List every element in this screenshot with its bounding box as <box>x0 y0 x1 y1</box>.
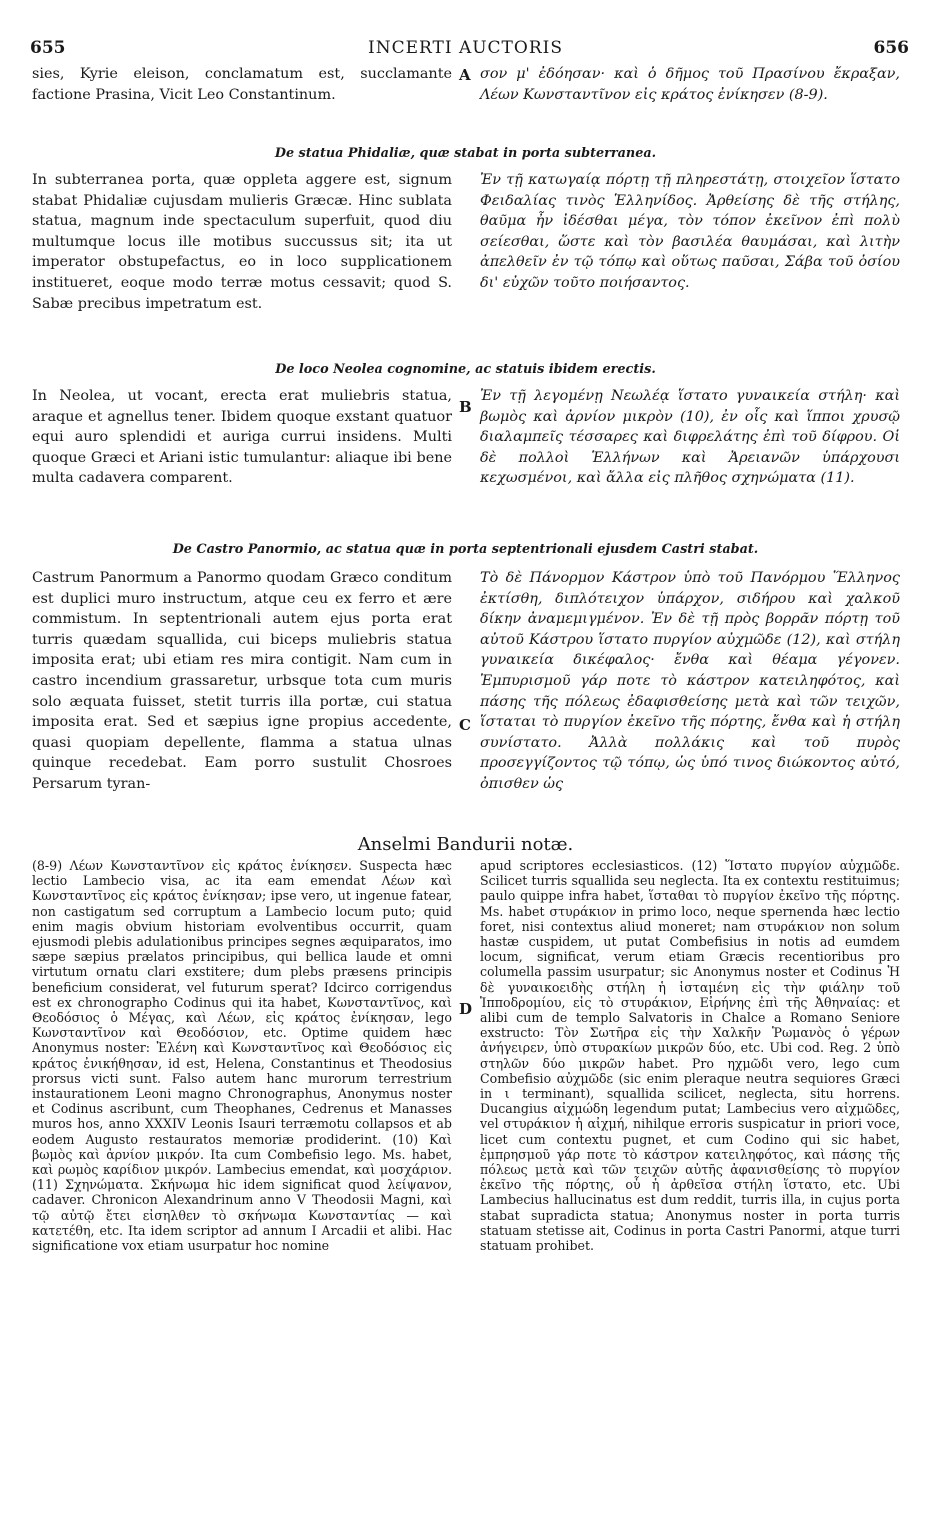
page-number-left: 655 <box>30 38 66 58</box>
section-phidalia-latin: In subterranea porta, quæ oppleta aggere est, signum stabat Phidaliæ cujusdam mulieris Græcæ. Hinc sublata statua, magnum inde spectaculum superfuit, quod diu multumque locus ille motibus succussus sit; ita ut imperator obstupefactus, eo in loco supplicationem institueret, eoque modo terræ motus cessavit; quod S. Sabæ precibus impetratum est. <box>32 172 452 312</box>
section-panormium-latin: Castrum Panormum a Panormo quodam Græco conditum est duplici muro instructum, atque ceu ex ferro et ære commistum. In septentrionali autem ejus porta erat turris quædam squallida, cui biceps muliebris statua imposita erat; ubi etiam res mira contigit. Nam cum in castro incendium grassaretur, urbsque tota cum muris solo æquata fuisset, stetit turris illa portæ, cui statua imposita erat. Sed et sæpius igne propius accedente, quasi quopiam depellente, flamma a statua ulnas quinque recedebat. Eam porro sustulit Chosroes Persarum tyran- <box>32 570 452 792</box>
section-neolea-greek: Ἐν τῇ λεγομένῃ Νεωλέᾳ ἵστατο γυναικεία στήλη· καὶ βωμὸς καὶ ἀρνίον μικρὸν (10), ἐν οἷς καὶ ἵπποι χρυσῷ διαλαμπεῖς τέσσαρες καὶ διφρελάτης ἐπὶ τοῦ δίφρου. Οἱ δὲ πολλοὶ Ἑλλήνων καὶ Ἀρειανῶν ὑπάρχουσι κεχωσμένοι, καὶ ἄλλα εἰς πλῆθος σχηνώματα (11). <box>480 388 900 487</box>
running-title: INCERTI AUCTORIS <box>367 38 563 58</box>
margin-marker-a: A <box>459 66 471 84</box>
section-phidalia-greek: Ἐν τῇ κατωγαίᾳ πόρτῃ τῇ πληρεστάτῃ, στοιχεῖον ἵστατο Φειδαλίας τινὸς Ἑλληνίδος. Ἀρθείσης δὲ τῆς στήλης, θαῦμα ἦν ἰδέσθαι μέγα, τὸν τόπον ἐκεῖνον ἐπὶ πολὺ σείεσθαι, ὥστε καὶ τὸν βασιλέα θαυμάσαι, καὶ λιτὴν ἀπελθεῖν ἐν τῷ τόπῳ καὶ οὕτως παῦσαι, Σάβα τοῦ ὁσίου δι' εὐχῶν τοῦτο ποιήσαντος. <box>480 172 900 291</box>
margin-marker-c: C <box>459 716 471 734</box>
section-panormium-greek: Τὸ δὲ Πάνορμον Κάστρον ὑπὸ τοῦ Πανόρμου Ἕλληνος ἐκτίσθη, διπλότειχον ὑπάρχον, σιδήρου καὶ χαλκοῦ δίκην ἀναμεμιγμένον. Ἐν δὲ τῇ πρὸς βορρᾶν πόρτῃ τοῦ αὐτοῦ Κάστρου ἵστατο πυργίον αὐχμῶδε (12), καὶ στήλη γυναικεία δικέφαλος· ἔνθα καὶ θέαμα γέγονεν. Ἐμπυρισμοῦ γάρ ποτε τὸ κάστρον κατειληφότος, καὶ πάσης τῆς πόλεως ἐδαφισθείσης μετὰ καὶ τῶν τειχῶν, ἵσταται τὸ πυργίον ἐκεῖνο τῆς πόρτης, ἔνθα καὶ ἡ στήλη συνίστατο. Ἀλλὰ πολλάκις καὶ τοῦ πυρὸς προσεγγίζοντος τῷ τόπῳ, ὡς ὑπό τινος διώκοντος αὐτό, ὀπισθεν ὡς <box>480 570 900 792</box>
notes-title: Anselmi Bandurii notæ. <box>357 834 574 855</box>
intro-latin: sies, Kyrie eleison, conclamatum est, succlamante factione Prasina, Vicit Leo Constantinum. <box>32 66 452 103</box>
section-heading-panormium: De Castro Panormio, ac statua quæ in porta septentrionali ejusdem Castri stabat. <box>172 542 759 557</box>
section-neolea-latin: In Neolea, ut vocant, erecta erat muliebris statua, araque et agnellus tener. Ibidem quoque exstant quatuor equi auro splendidi et auriga currui insidens. Multi quoque Græci et Ariani istic tumulantur: aliaque ibi bene multa cadavera comparent. <box>32 388 452 487</box>
section-heading-neolea: De loco Neolea cognomine, ac statuis ibidem erectis. <box>275 362 656 377</box>
margin-marker-b: B <box>459 398 472 416</box>
section-heading-phidalia: De statua Phidaliæ, quæ stabat in porta subterranea. <box>274 146 657 161</box>
notes-left-column: (8-9) Λέων Κωνσταντῖνον εἰς κράτος ἐνίκησεν. Suspecta hæc lectio Lambecio visa, ac ita eam emendat Λέων καὶ Κωνσταντῖνος εἰς κράτος ἐνίκησαν; ipse vero, ut ingenue fatear, non castigatum sed corruptum a Lambecio locum puto; quid enim magis obvium historiam evolventibus occurrit, quam ejusmodi plebis adulationibus principes segnes æquiparatos, imo sæpe sæpius prælatos principibus, qui bellica laude et omni virtutum ornatu clari exstitere; dum plebs præsens principis beneficium considerat, vel futurum sperat? Idcirco corrigendus est ex chronographo Codinus qui ita habet, Κωνσταντῖνος, καὶ Θεοδόσιος ὁ Μέγας, καὶ Λέων, εἰς κράτος ἐνίκησαν, lego Κωνσταντῖνον καὶ Θεοδόσιον, etc. Optime quidem hæc Anonymus noster: Ἑλένη καὶ Κωνσταντῖνος καὶ Θεοδόσιος εἰς κράτος ἐνικήθησαν, id est, Helena, Constantinus et Theodosius prorsus victi sunt. Falso autem hanc murorum terrestrium instaurationem Leoni magno Chronographus, Anonymus noster et Codinus ascribunt, cum Theophanes, Cedrenus et Manasses muros hos, anno XXXIV Leonis Isauri terræmotu collapsos et ab eodem Augusto restauratos memoriæ prodiderint. (10) Καὶ βωμὸς καὶ ἀρνίον μικρόν. Ita cum Combefisio lego. Ms. habet, καὶ ρωμὸς καρίδιον μικρόν. Lambecius emendat, καὶ μοσχάριον. (11) Σχηνώματα. Σκήνωμα hic idem significat quod λείψανον, cadaver. Chronicon Alexandrinum anno V Theodosii Magni, καὶ τῷ αὐτῷ ἔτει εἰσηλθεν τὸ σκήνωμα Κωνσταντίας — καὶ κατετέθη, etc. Ita idem scriptor ad annum I Arcadii et alibi. Hac significatione vox etiam usurpatur hoc nomine <box>32 858 452 1254</box>
margin-marker-d: D <box>459 1000 473 1018</box>
page-number-right: 656 <box>873 38 909 58</box>
intro-greek: σον μ' ἐδόησαν· καὶ ὁ δῆμος τοῦ Πρασίνου ἔκραξαν, Λέων Κωνσταντῖνον εἰς κράτος ἐνίκησεν (8-9). <box>480 66 900 103</box>
notes-right-column: apud scriptores ecclesiasticos. (12) Ἵστατο πυργίον αὐχμῶδε. Scilicet turris squallida seu neglecta. Ita ex contextu restituimus; paulo quippe infra habet, ἵσταθαι τὸ πυργίον ἐκεῖνο τῆς πόρτης. Ms. habet στυράκιον in primo loco, neque spernenda hæc lectio foret, nisi contextus aliud moneret; nam στυράκιον non solum hastæ cuspidem, ut putat Combefisius in notis ad eumdem locum, significat, verum etiam Græcis recentioribus pro columella passim usurpatur; sic Anonymus noster et Codinus Ἡ δὲ γυναικοειδὴς στήλη ἡ ἱσταμένη εἰς τὴν φιάλην τοῦ Ἱπποδρομίου, εἰς τὸ στυράκιον, Εἰρήνης ἐπὶ τῆς Ἀθηναίας: et alibi cum de templo Salvatoris in Chalce a Romano Seniore exstructo: Τὸν Σωτῆρα εἰς τὴν Χαλκῆν Ῥωμανὸς ὁ γέρων ἀνήγειρεν, ὑπὸ στυρακίων μικρῶν δύο, etc. Ubi cod. Reg. 2 ὑπὸ στηλῶν δύο μικρῶν habet. Pro ηχμῶδι vero, lego cum Combefisio αὐχμῶδε (sic enim pleraque neutra sequiores Græci in ι terminant), squallida scilicet, neglecta, situ horrens. Ducangius αἰχμώδη legendum putat; Lambecius vero αἰχμῶδες, vel στυράκιον ἡ αἰχμή, nihilque erroris suspicatur in priori voce, licet cum contextu pugnet, et cum Codino qui sic habet, ἐμπρησμοῦ γάρ ποτε τὸ κάστρον κατειληφότος, καὶ πάσης τῆς πόλεως μετὰ καὶ τῶν τειχῶν αὐτῆς ἀφανισθείσης τὸ πυργίον ἐκεῖνο τῆς πόρτης, οὗ ἡ ἀρθεῖσα στήλη ἵστατο, etc. Ubi Lambecius hallucinatus est dum reddit, turris illa, in cujus porta stabat supradicta statua; Anonymus noster in porta turris statuam stetisse ait, Codinus in porta Castri Panormi, atque turri statuam prohibet. <box>480 858 900 1254</box>
